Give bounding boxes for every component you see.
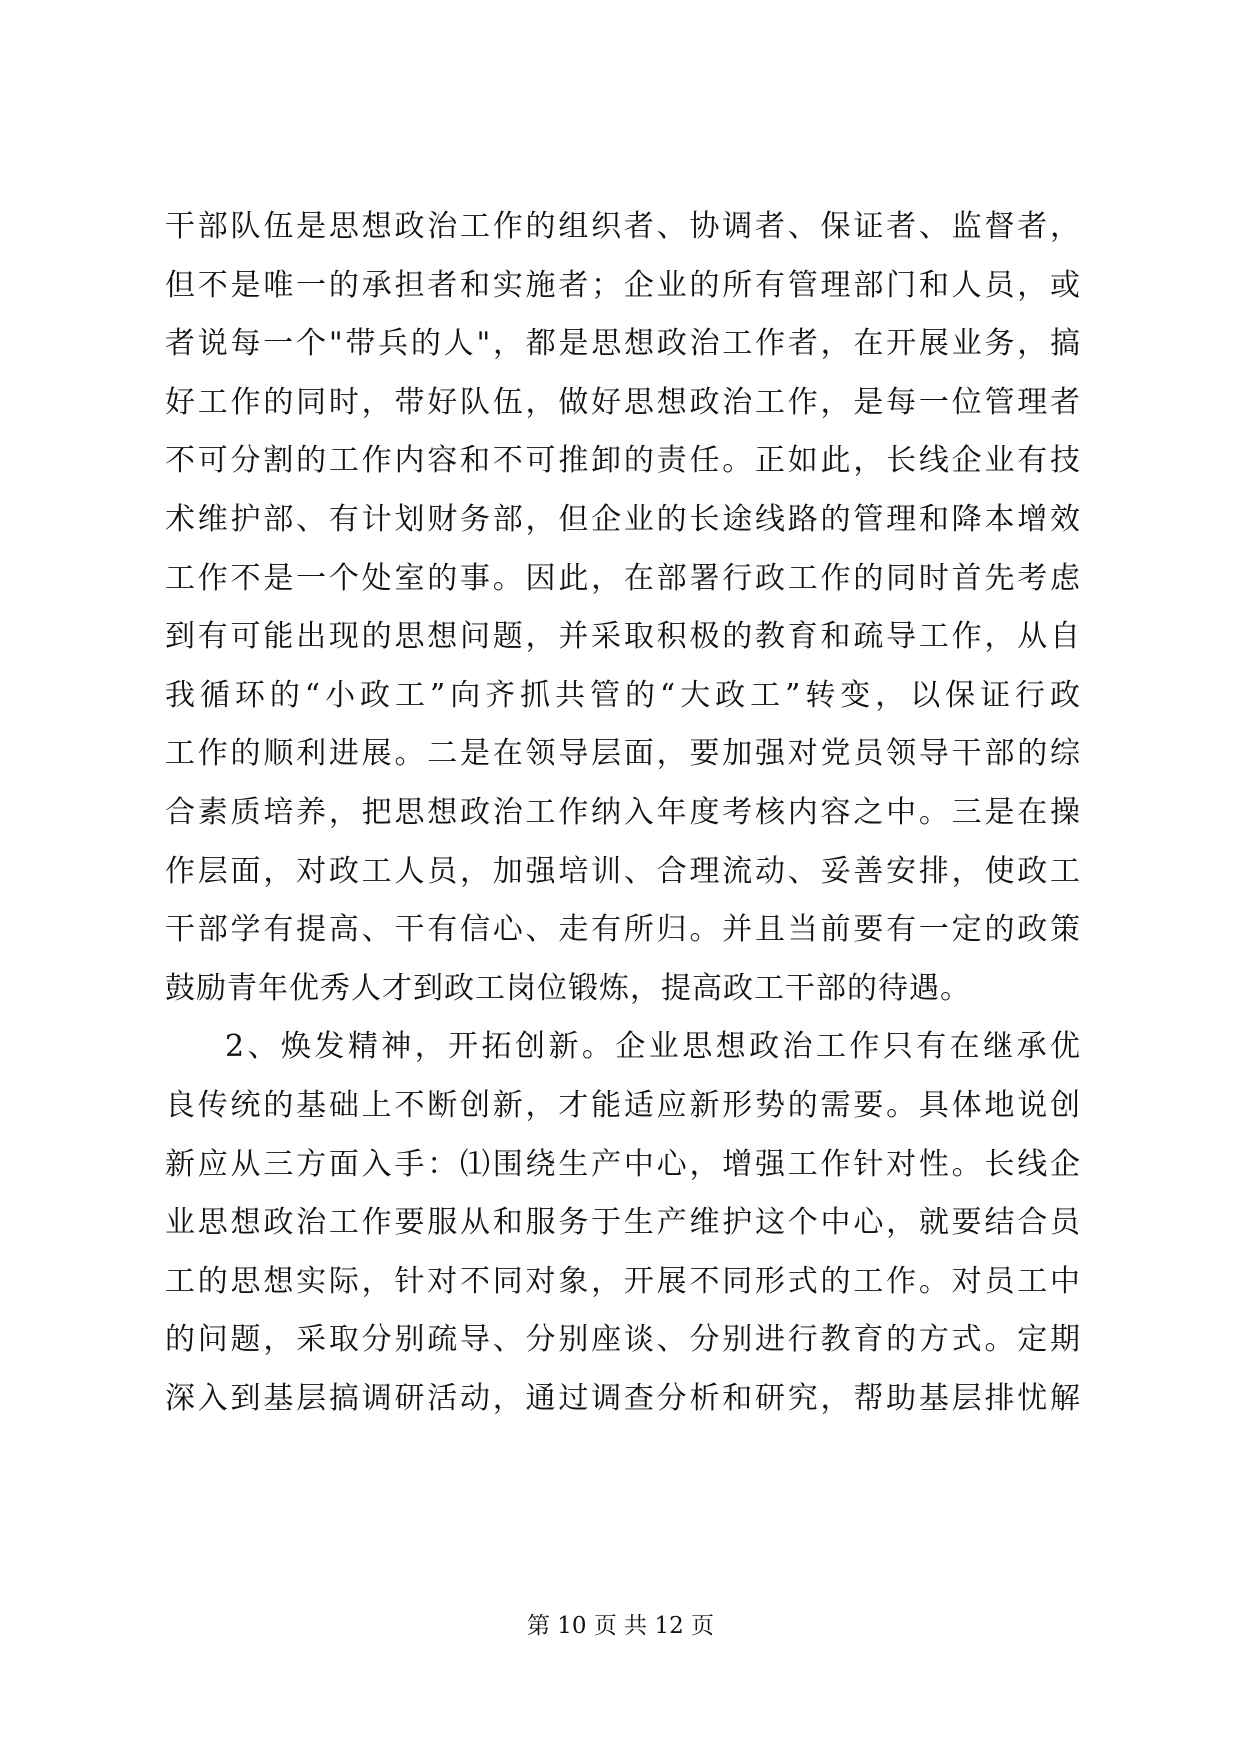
text-line: 术维护部、有计划财务部，但企业的长途线路的管理和降本增效 — [165, 501, 1081, 537]
text-line: 新应从三方面入手：⑴围绕生产中心，增强工作针对性。长线企 — [165, 1146, 1081, 1182]
text-line: 干部队伍是思想政治工作的组织者、协调者、保证者、监督者， — [165, 209, 1081, 244]
text-line: 好工作的同时，带好队伍，做好思想政治工作，是每一位管理者 — [165, 384, 1081, 420]
text-line: 的问题，采取分别疏导、分别座谈、分别进行教育的方式。定期 — [165, 1322, 1081, 1358]
text-line: 工的思想实际，针对不同对象，开展不同形式的工作。对员工中 — [165, 1263, 1081, 1299]
page-number-footer: 第 10 页 共 12 页 — [526, 1613, 715, 1639]
text-line: 不可分割的工作内容和不可推卸的责任。正如此，长线企业有技 — [165, 443, 1081, 479]
text-line: 合素质培养，把思想政治工作纳入年度考核内容之中。三是在操 — [165, 794, 1081, 830]
body-text — [165, 198, 1081, 1428]
text-line: 干部学有提高、干有信心、走有所归。并且当前要有一定的政策 — [165, 912, 1081, 948]
text-line: 到有可能出现的思想问题，并采取积极的教育和疏导工作，从自 — [165, 619, 1081, 655]
text-line: 工作不是一个处室的事。因此，在部署行政工作的同时首先考虑 — [165, 560, 1081, 596]
text-line: 深入到基层搞调研活动，通过调查分析和研究，帮助基层排忧解 — [165, 1380, 1081, 1416]
text-line: 但不是唯一的承担者和实施者；企业的所有管理部门和人员，或 — [165, 267, 1081, 303]
text-line: 工作的顺利进展。二是在领导层面，要加强对党员领导干部的综 — [165, 736, 1081, 772]
text-line: 作层面，对政工人员，加强培训、合理流动、妥善安排，使政工 — [165, 853, 1081, 889]
text-line: 者说每一个"带兵的人"，都是思想政治工作者，在开展业务，搞 — [165, 326, 1081, 362]
text-line: 我循环的“小政工”向齐抓共管的“大政工”转变，以保证行政 — [165, 677, 1081, 713]
paragraph-start-line: 2、焕发精神，开拓创新。企业思想政治工作只有在继承优 — [225, 1029, 1081, 1065]
text-line: 业思想政治工作要服从和服务于生产维护这个中心，就要结合员 — [165, 1205, 1081, 1241]
text-line: 良传统的基础上不断创新，才能适应新形势的需要。具体地说创 — [165, 1087, 1081, 1123]
paragraph-end-line: 鼓励青年优秀人才到政工岗位锻炼，提高政工干部的待遇。 — [165, 970, 971, 1006]
